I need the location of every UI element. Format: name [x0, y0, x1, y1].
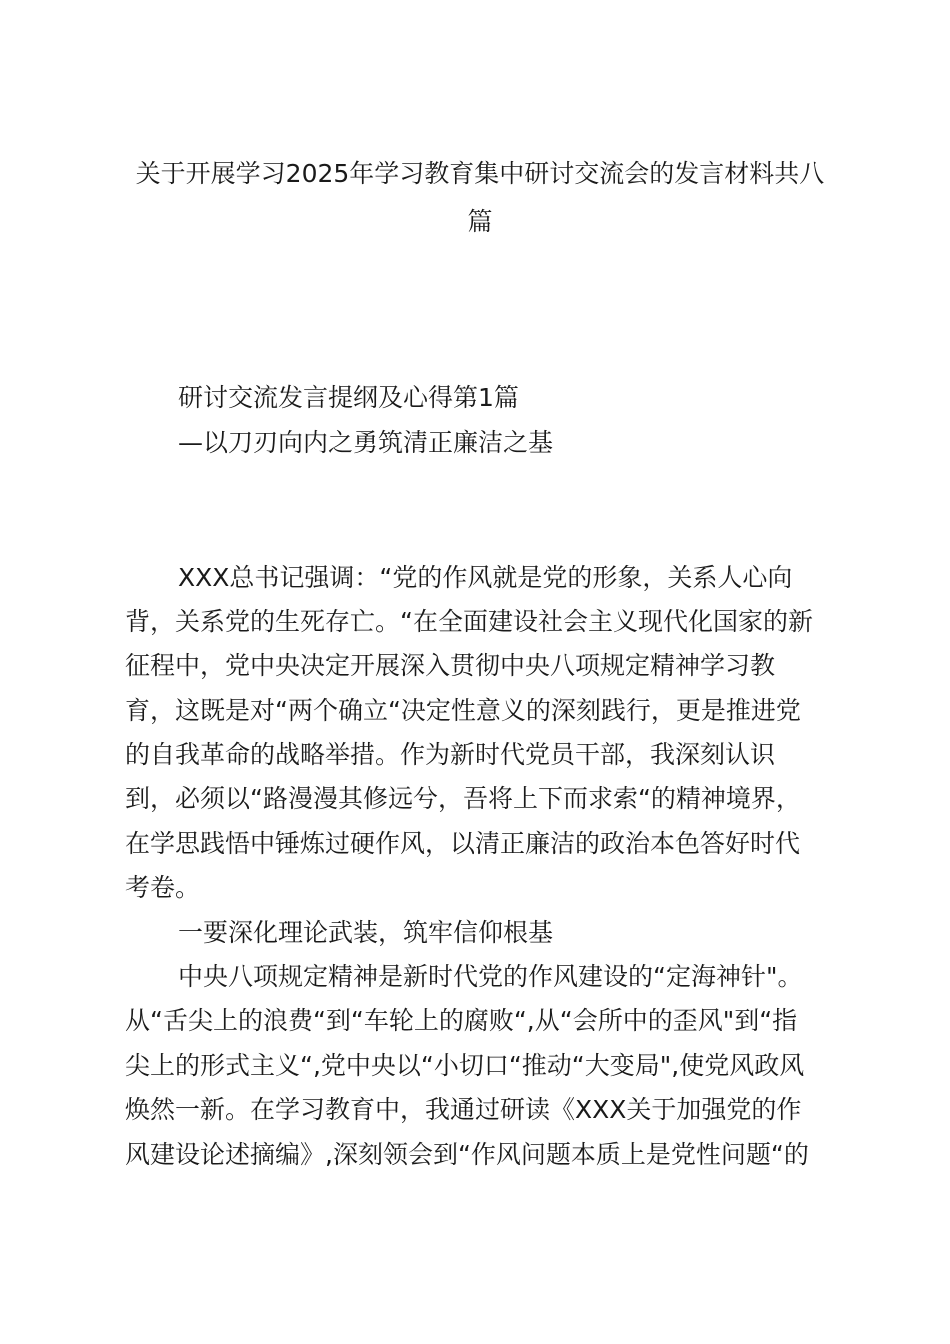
paragraph-2-line: 从“舌尖上的浪费“到“车轮上的腐败“,从“会所中的歪风"到“指	[125, 1006, 798, 1035]
paragraph-2-line: 焕然一新。在学习教育中，我通过研读《XXX关于加强党的作	[125, 1095, 802, 1124]
paragraph-1-line: 到，必须以“路漫漫其修远兮，吾将上下而求索“的精神境界，	[125, 784, 801, 813]
paragraph-2-line: 风建设论述摘编》,深刻领会到“作风问题本质上是党性问题“的	[125, 1140, 809, 1169]
section-subtitle: —以刀刃向内之勇筑清正廉洁之基	[178, 428, 554, 457]
paragraph-1-line: 的自我革命的战略举措。作为新时代党员干部，我深刻认识	[125, 740, 776, 769]
point-1-heading: 一要深化理论武装，筑牢信仰根基	[178, 918, 554, 947]
paragraph-1-line: 背，关系党的生死存亡。“在全面建设社会主义现代化国家的新	[125, 607, 813, 636]
paragraph-1-line: XXX总书记强调：“党的作风就是党的形象，关系人心向	[178, 563, 793, 592]
paragraph-1-line: 育，这既是对“两个确立“决定性意义的深刻践行，更是推进党	[125, 696, 801, 725]
paragraph-1-line: 在学思践悟中锤炼过硬作风，以清正廉洁的政治本色答好时代	[125, 829, 801, 858]
paragraph-1-line: 考卷。	[125, 873, 201, 902]
paragraph-1-line: 征程中，党中央决定开展深入贯彻中央八项规定精神学习教	[125, 651, 776, 680]
paragraph-2-line: 中央八项规定精神是新时代党的作风建设的“定海神针"。	[178, 962, 803, 991]
paragraph-2-line: 尖上的形式主义“,党中央以“小切口“推动“大变局",使党风政风	[125, 1051, 805, 1080]
section-heading: 研讨交流发言提纲及心得第1篇	[178, 383, 519, 412]
document-title: 关于开展学习2025年学习教育集中研讨交流会的发言材料共八篇	[135, 159, 825, 236]
